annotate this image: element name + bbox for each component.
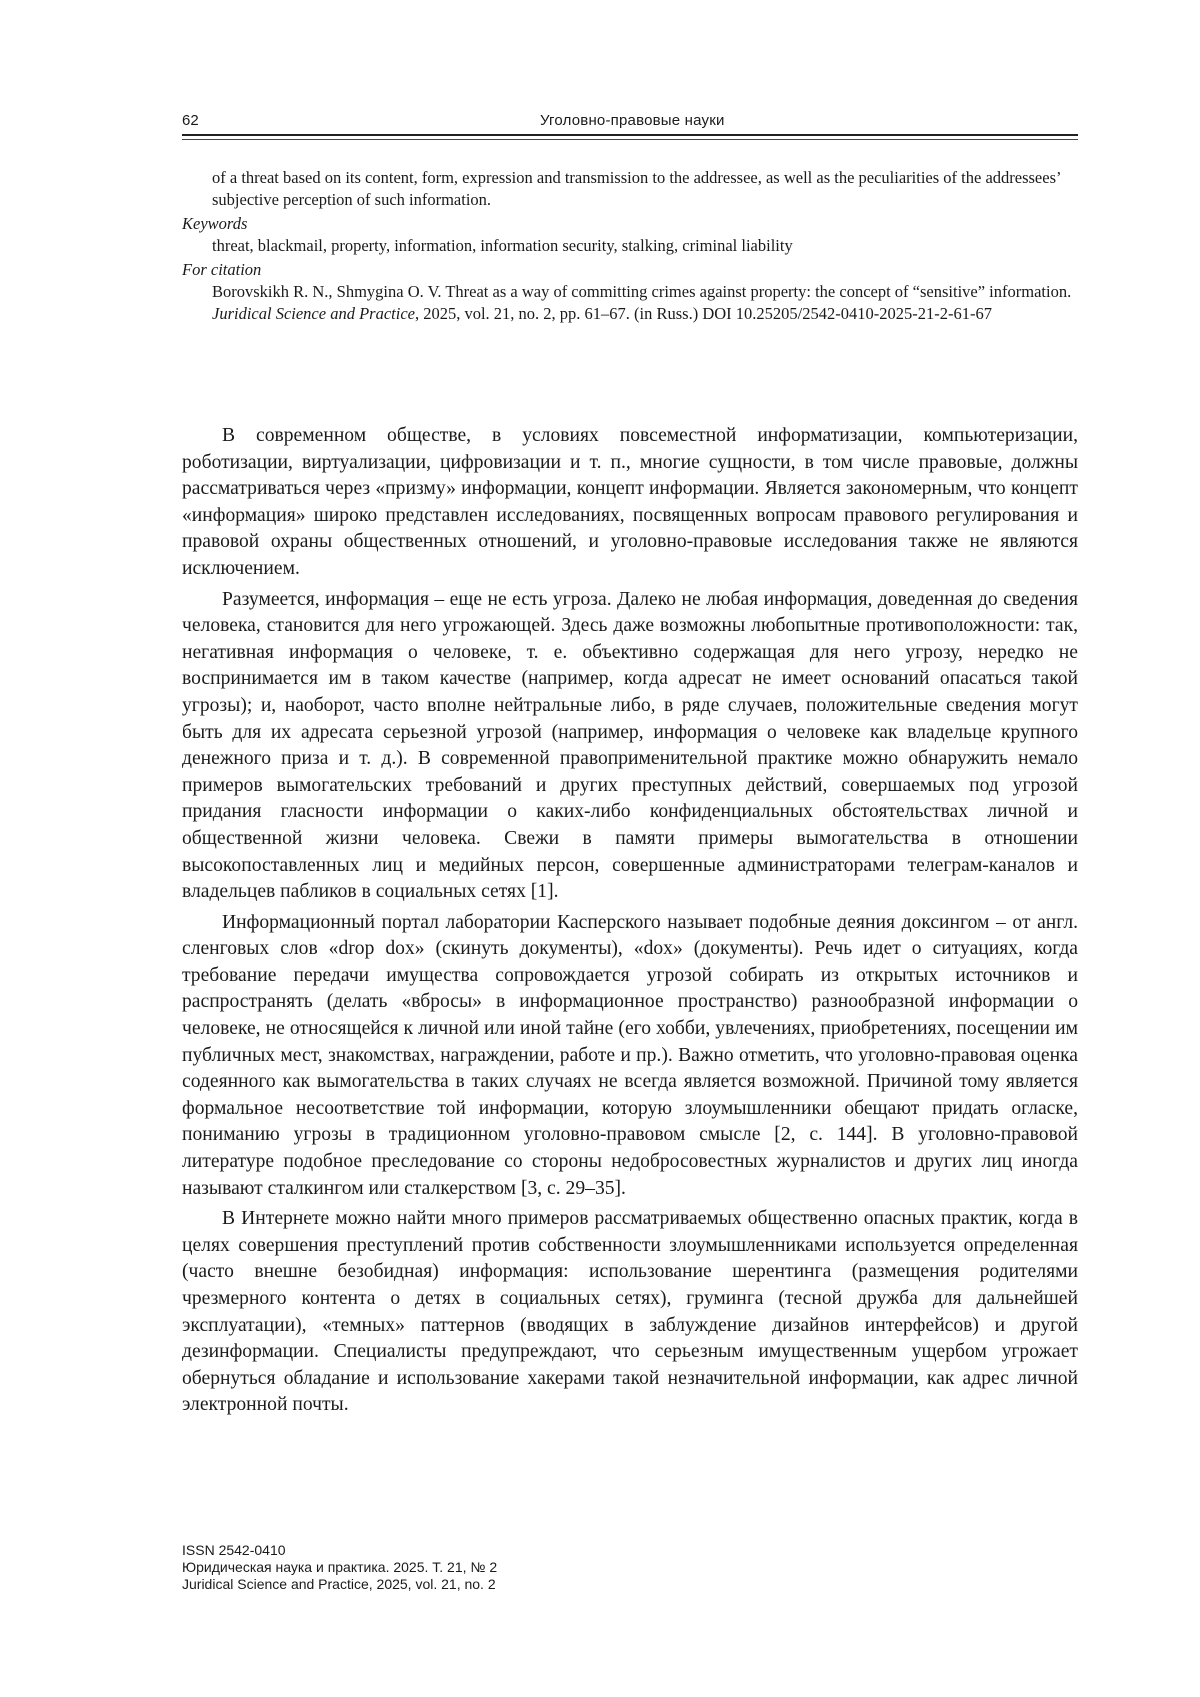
header-rule-thin — [182, 139, 1078, 140]
footer-journal-ru: Юридическая наука и практика. 2025. Т. 21, № 2 — [182, 1559, 498, 1575]
citation-journal: Juridical Science and Practice — [212, 304, 415, 323]
citation-pre: Borovskikh R. N., Shmygina O. V. Threat as a way of committing crimes against property: the concept of “sensitive” information. — [212, 282, 1072, 301]
citation-text — [182, 281, 1078, 325]
body-paragraph: В Интернете можно найти много примеров рассматриваемых общественно опасных практик, когда в целях совершения преступлений против собственности злоумышленниками используется определенная (часто внешне безобидная) информация: использование шерентинга (размещения родителями чрезмерного контента о детях в социальных сетях), груминга (тесной дружба для дальнейшей эксплуатации), «темных» паттернов (вводящих в заблуждение дизайнов интерфейсов) и другой дезинформации. Специалисты предупреждают, что серьезным имущественным ущербом угрожает обернуться обладание и использование хакерами такой незначительной информации, как адрес личной электронной почты. — [182, 1208, 1078, 1416]
body-paragraph: Разумеется, информация – еще не есть угроза. Далеко не любая информация, доведенная до сведения человека, становится для него угрожающей. Здесь даже возможны любопытные противоположности: так, негативная информация о человеке, т. е. объективно содержащая для него угрозу, нередко не воспринимается им в таком качестве (например, когда адресат не имеет оснований опасаться такой угрозы); и, наоборот, часто вполне нейтральные либо, в ряде случаев, положительные сведения могут быть для их адресата серьезной угрозой (например, информация о человеке как владельце крупного денежного приза и т. д.). В современной правоприменительной практике можно обнаружить немало примеров вымогательских требований и других преступных действий, совершаемых под угрозой придания гласности информации о каких-либо конфиденциальных обстоятельствах личной и общественной жизни человека. Свежи в памяти примеры вымогательства в отношении высокопоставленных лиц и медийных персон, совершенные администраторами телеграм-каналов и владельцев пабликов в социальных сетях [1]. — [182, 588, 1078, 903]
citation-post: , 2025, vol. 21, no. 2, pp. 61–67. (in Russ.) DOI 10.25205/2542-0410-2025-21-2-61-67 — [414, 304, 992, 323]
section-title: Уголовно-правовые науки — [540, 112, 725, 129]
footer-journal-en: Juridical Science and Practice, 2025, vol. 21, no. 2 — [182, 1576, 496, 1592]
body-paragraph: В современном обществе, в условиях повсеместной информатизации, компьютеризации, роботизации, виртуализации, цифровизации и т. п., многие сущности, в том числе правовые, должны рассматриваться через «призму» информации, концепт информации. Является закономерным, что концепт «информация» широко представлен исследованиях, посвященных вопросам правового регулирования и правовой охраны общественных отношений, и уголовно-правовые исследования также не являются исключением. — [182, 425, 1078, 579]
keywords-text: threat, blackmail, property, information, information security, stalking, criminal liability — [212, 236, 793, 255]
body-paragraph: Информационный портал лаборатории Касперского называет подобные деяния доксингом – от англ. сленговых слов «drop dox» (скинуть документы), «dox» (документы). Речь идет о ситуациях, когда требование передачи имущества сопровождается угрозой собирать из открытых источников и распространять (делать «вбросы» в информационное пространство) разнообразной информации о человеке, не относящейся к личной или иной тайне (его хобби, увлечениях, приобретениях, посещении им публичных мест, знакомствах, награждении, работе и пр.). Важно отметить, что уголовно-правовая оценка содеянного как вымогательства в таких случаях не всегда является возможной. Причиной тому является формальное несоответствие той информации, которую злоумышленники обещают придать огласке, пониманию угрозы в традиционном уголовно-правовом смысле [2, с. 144]. В уголовно-правовой литературе подобное преследование со стороны недобросовестных журналистов и других лиц иногда называют сталкингом или сталкерством [3, с. 29–35]. — [182, 911, 1078, 1199]
footer-issn: ISSN 2542-0410 — [182, 1542, 286, 1558]
page-number: 62 — [182, 112, 199, 129]
article-body — [182, 423, 1078, 1423]
header-rule-thick — [182, 134, 1078, 136]
abstract-continuation: of a threat based on its content, form, expression and transmission to the addressee, as well as the peculiarities of the addressees’ subjective perception of such information. — [212, 168, 1061, 209]
keywords-label: Keywords — [182, 214, 248, 233]
citation-label: For citation — [182, 260, 262, 279]
page-footer — [182, 1542, 782, 1593]
abstract-block — [182, 167, 1078, 325]
